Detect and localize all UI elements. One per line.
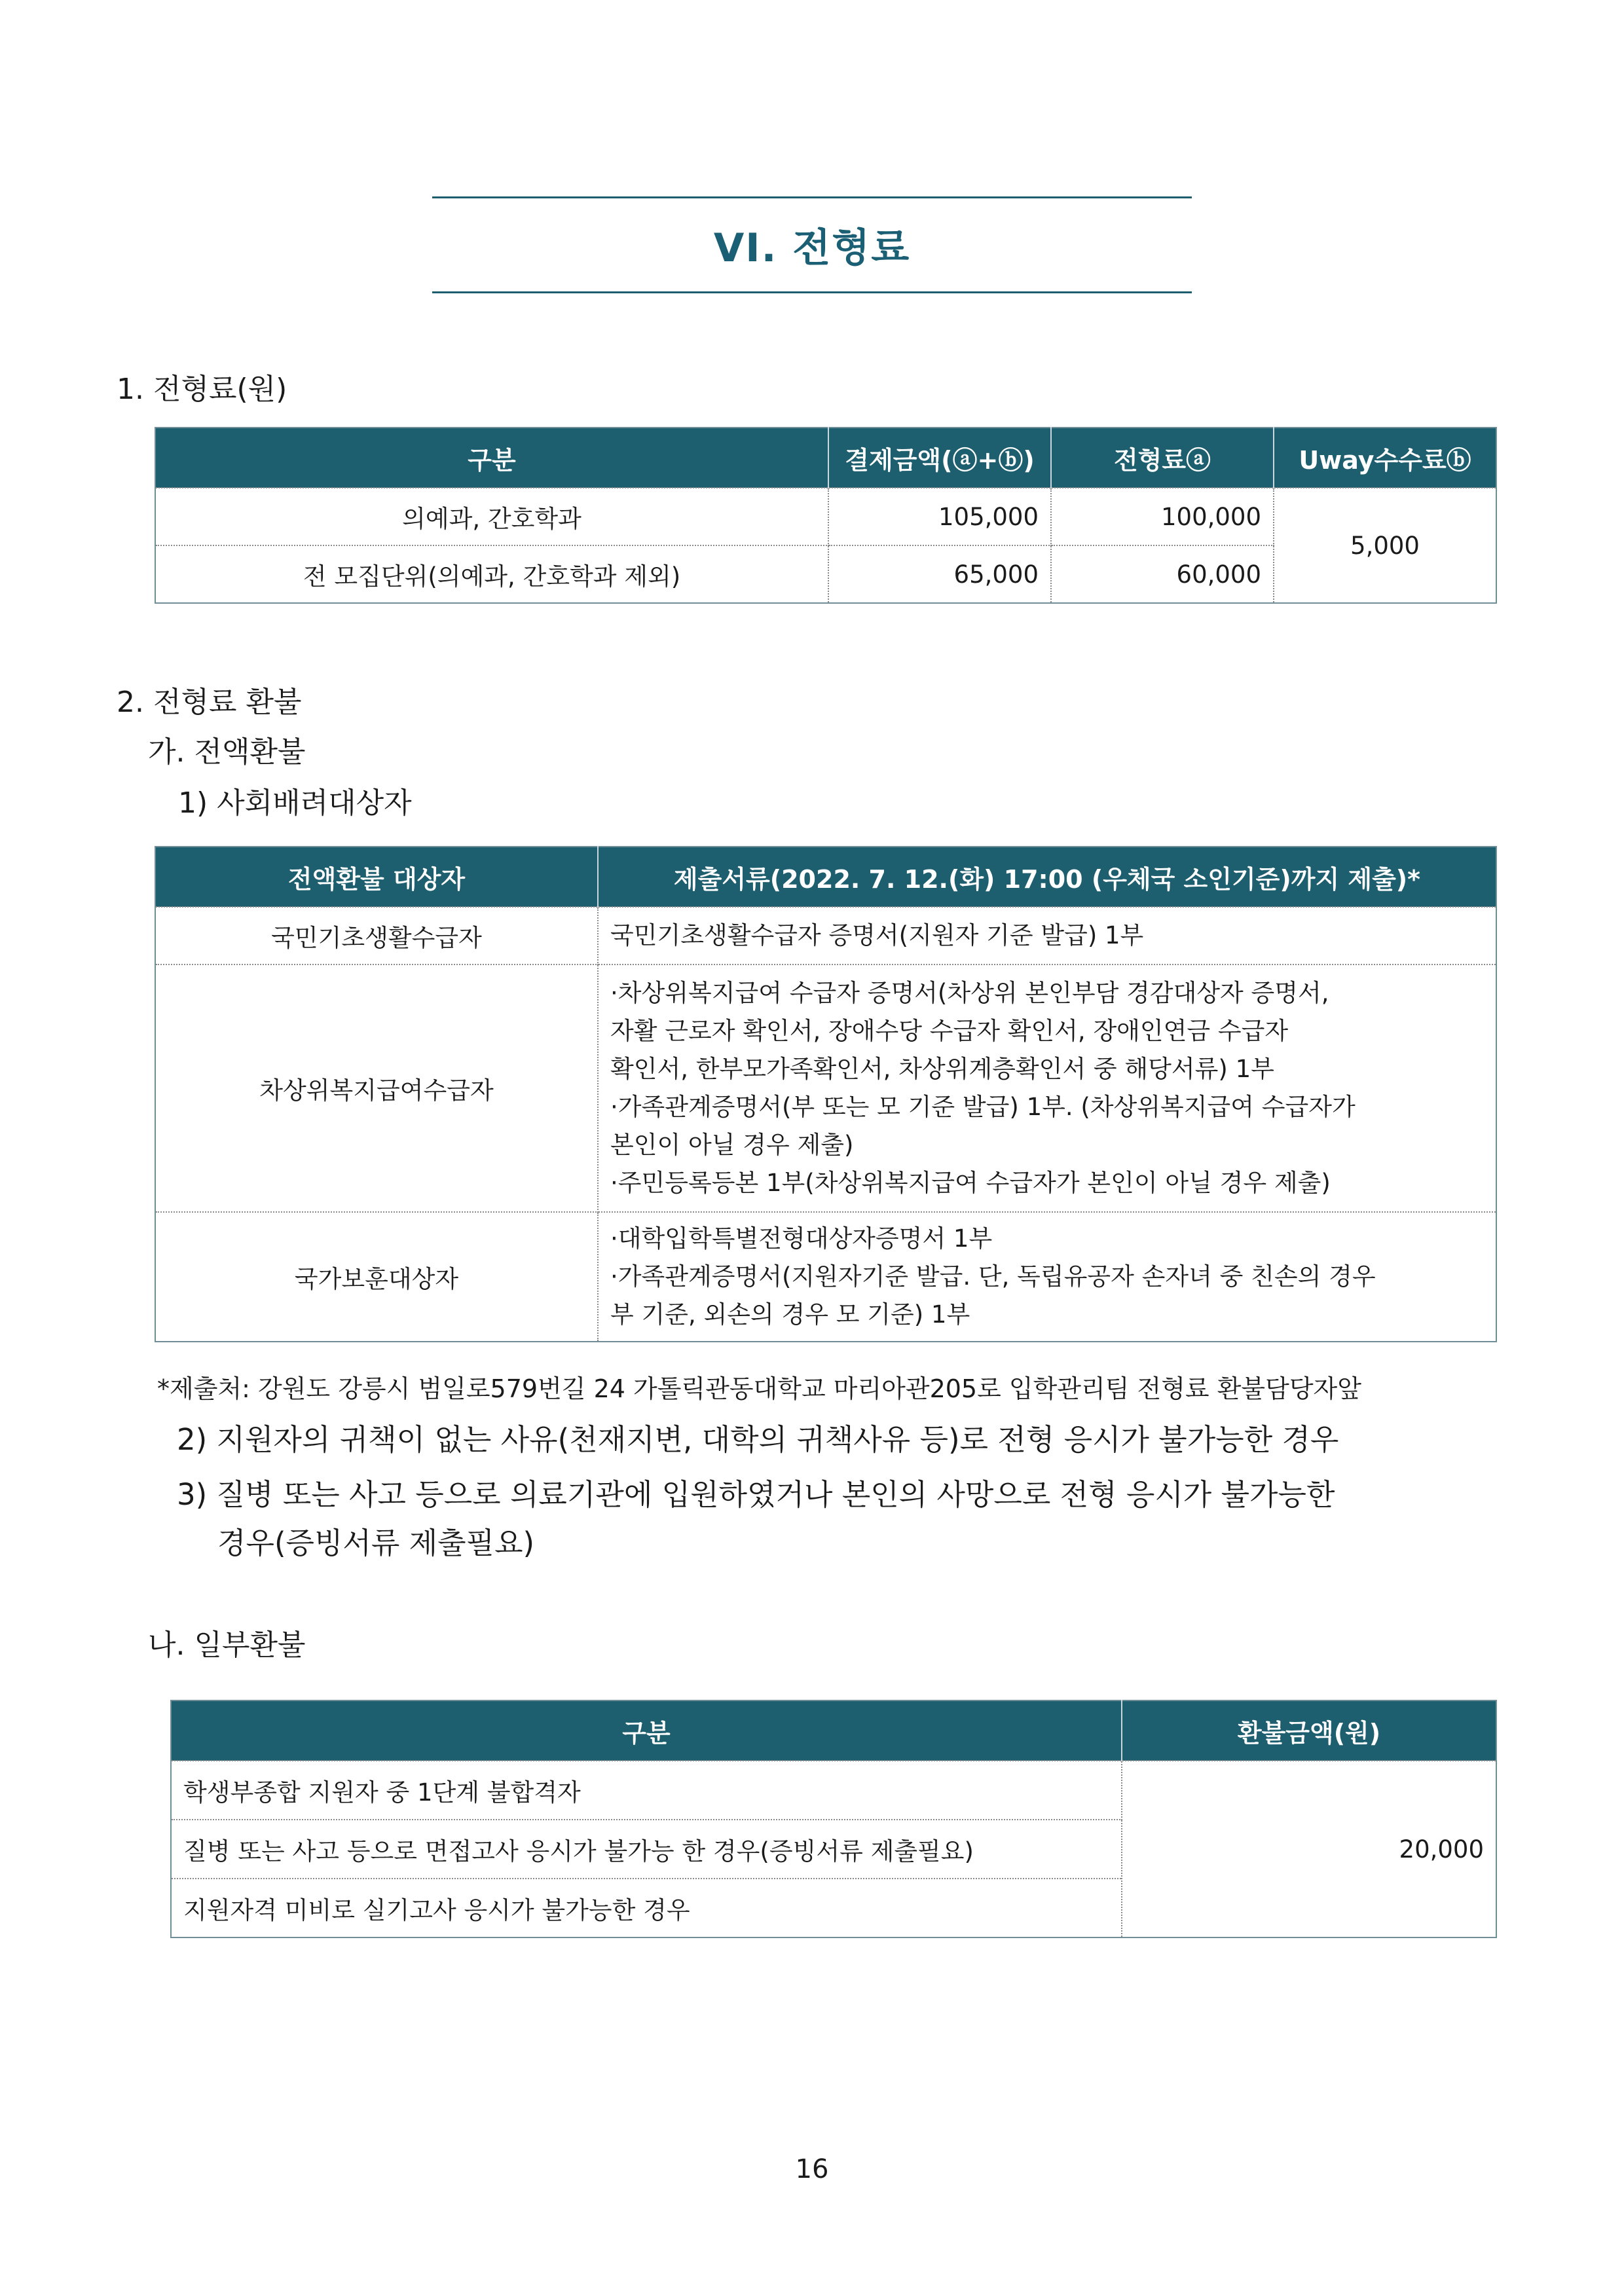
- doc-line: ·가족관계증명서(지원자기준 발급. 단, 독립유공자 손자녀 중 친손의 경우: [610, 1262, 1376, 1291]
- partial-refund-table: [170, 1700, 1497, 1938]
- header-uway-fee: Uway수수료ⓑ: [1274, 428, 1496, 488]
- social-care-heading: 1) 사회배려대상자: [178, 786, 412, 820]
- doc-line: ·주민등록등본 1부(차상위복지급여 수급자가 본인이 아닐 경우 제출): [610, 1169, 1331, 1197]
- doc-line: ·차상위복지급여 수급자 증명서(차상위 본인부담 경감대상자 증명서,: [610, 979, 1329, 1007]
- refund-item-3-line2: 경우(증빙서류 제출필요): [217, 1526, 535, 1560]
- refund-docs: [598, 964, 1496, 1212]
- doc-line: 자활 근로자 확인서, 장애수당 수급자 확인서, 장애인연금 수급자: [610, 1017, 1289, 1045]
- refund-target: 국민기초생활수급자: [155, 907, 598, 964]
- partial-refund-heading: 나. 일부환불: [148, 1628, 306, 1662]
- fee-table-header: [155, 428, 1496, 488]
- header-documents: 제출서류(2022. 7. 12.(화) 17:00 (우체국 소인기준)까지 제출)*: [598, 847, 1496, 907]
- submission-note: *제출처: 강원도 강릉시 범일로579번길 24 가톨릭관동대학교 마리아관205로 입학관리팀 전형료 환불담당자앞: [157, 1374, 1361, 1403]
- partial-refund-case: 학생부종합 지원자 중 1단계 불합격자: [171, 1761, 1122, 1820]
- row-category: 의예과, 간호학과: [155, 488, 828, 545]
- header-category: 구분: [155, 428, 828, 488]
- header-target: 전액환불 대상자: [155, 847, 598, 907]
- header-payment: 결제금액(ⓐ+ⓑ): [828, 428, 1051, 488]
- doc-line: 확인서, 한부모가족확인서, 차상위계층확인서 중 해당서류) 1부: [610, 1055, 1274, 1083]
- section1-heading: 1. 전형료(원): [117, 373, 287, 406]
- row-category: 전 모집단위(의예과, 간호학과 제외): [155, 545, 828, 603]
- table-row: [155, 907, 1496, 964]
- table-row: [155, 488, 1496, 545]
- table-row: [155, 964, 1496, 1212]
- partial-refund-case: 질병 또는 사고 등으로 면접고사 응시가 불가능 한 경우(증빙서류 제출필요): [171, 1820, 1122, 1879]
- header-category: 구분: [171, 1700, 1122, 1761]
- doc-line: 부 기준, 외손의 경우 모 기준) 1부: [610, 1300, 970, 1329]
- refund-target: 국가보훈대상자: [155, 1212, 598, 1342]
- doc-line: 국민기초생활수급자 증명서(지원자 기준 발급) 1부: [610, 921, 1144, 949]
- partial-refund-case: 지원자격 미비로 실기고사 응시가 불가능한 경우: [171, 1879, 1122, 1937]
- row-payment: 65,000: [828, 545, 1051, 603]
- full-refund-header: [155, 847, 1496, 907]
- table-row: [155, 1212, 1496, 1342]
- full-refund-table: [155, 846, 1497, 1342]
- refund-item-3-line1: 3) 질병 또는 사고 등으로 의료기관에 입원하였거나 본인의 사망으로 전형 응시가 불가능한: [177, 1477, 1335, 1512]
- header-refund-amount: 환불금액(원): [1122, 1700, 1496, 1761]
- row-fee: 60,000: [1051, 545, 1274, 603]
- uway-fee-cell: 5,000: [1274, 488, 1496, 603]
- row-fee: 100,000: [1051, 488, 1274, 545]
- refund-target: 차상위복지급여수급자: [155, 964, 598, 1212]
- page-title: VI. 전형료: [713, 225, 911, 271]
- title-box: [432, 196, 1192, 293]
- doc-line: ·가족관계증명서(부 또는 모 기준 발급) 1부. (차상위복지급여 수급자가: [610, 1093, 1356, 1121]
- doc-line: 본인이 아닐 경우 제출): [610, 1131, 854, 1159]
- header-fee: 전형료ⓐ: [1051, 428, 1274, 488]
- partial-refund-header: [171, 1700, 1496, 1761]
- refund-item-2: 2) 지원자의 귀책이 없는 사유(천재지변, 대학의 귀책사유 등)로 전형 응시가 불가능한 경우: [177, 1422, 1339, 1457]
- fee-table: [155, 427, 1497, 604]
- doc-line: ·대학입학특별전형대상자증명서 1부: [610, 1224, 993, 1253]
- page-number: 16: [795, 2154, 829, 2184]
- row-payment: 105,000: [828, 488, 1051, 545]
- full-refund-heading: 가. 전액환불: [148, 735, 306, 769]
- refund-docs: [598, 907, 1496, 964]
- refund-docs: [598, 1212, 1496, 1342]
- refund-amount-cell: 20,000: [1122, 1761, 1496, 1937]
- table-row: [171, 1761, 1496, 1820]
- section2-heading: 2. 전형료 환불: [117, 686, 302, 719]
